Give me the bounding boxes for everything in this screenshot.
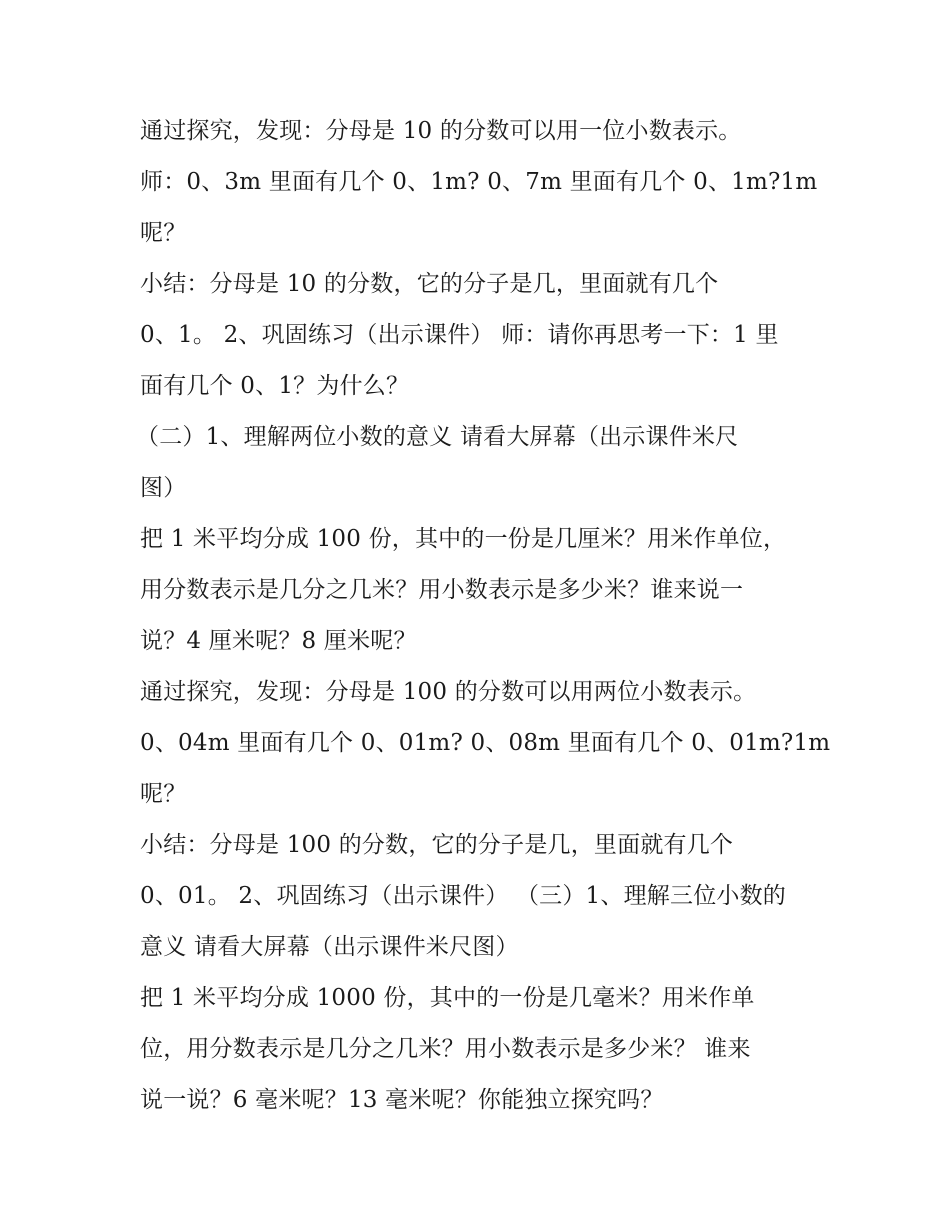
text-line: 0、04m 里面有几个 0、01m? 0、08m 里面有几个 0、01m?1m	[140, 730, 831, 756]
text-line: 把 1 米平均分成 1000 份，其中的一份是几毫米？用米作单	[140, 985, 755, 1011]
text-line: 图）	[140, 475, 187, 501]
text-line: 意义 请看大屏幕（出示课件米尺图）	[140, 934, 519, 960]
text-line: 小结：分母是 100 的分数，它的分子是几，里面就有几个	[140, 832, 734, 858]
text-line: 通过探究，发现：分母是 100 的分数可以用两位小数表示。	[140, 679, 757, 705]
document-body	[136, 106, 831, 1126]
text-line: 呢？	[140, 781, 187, 807]
text-line: （二）1、理解两位小数的意义 请看大屏幕（出示课件米尺	[136, 424, 739, 450]
text-line: 0、01。 2、巩固练习（出示课件） （三）1、理解三位小数的	[140, 883, 786, 909]
text-line: 通过探究，发现：分母是 10 的分数可以用一位小数表示。	[140, 118, 742, 144]
text-line: 呢？	[140, 220, 187, 246]
text-line: 用分数表示是几分之几米？用小数表示是多少米？谁来说一	[140, 577, 744, 603]
text-line: 面有几个 0、1？为什么？	[140, 373, 410, 399]
text-line: 把 1 米平均分成 100 份，其中的一份是几厘米？用米作单位，	[140, 526, 787, 552]
text-line: 位，用分数表示是几分之几米？用小数表示是多少米？ 谁来	[140, 1036, 751, 1062]
text-line: 师：0、3m 里面有几个 0、1m? 0、7m 里面有几个 0、1m?1m	[140, 169, 818, 195]
text-line: 说？4 厘米呢？8 厘米呢？	[140, 628, 417, 654]
text-line: 小结：分母是 10 的分数，它的分子是几，里面就有几个	[140, 271, 719, 297]
text-line: 说一说？6 毫米呢？13 毫米呢？你能独立探究吗？	[140, 1087, 664, 1113]
text-line: 0、1。 2、巩固练习（出示课件） 师：请你再思考一下：1 里	[140, 322, 779, 348]
